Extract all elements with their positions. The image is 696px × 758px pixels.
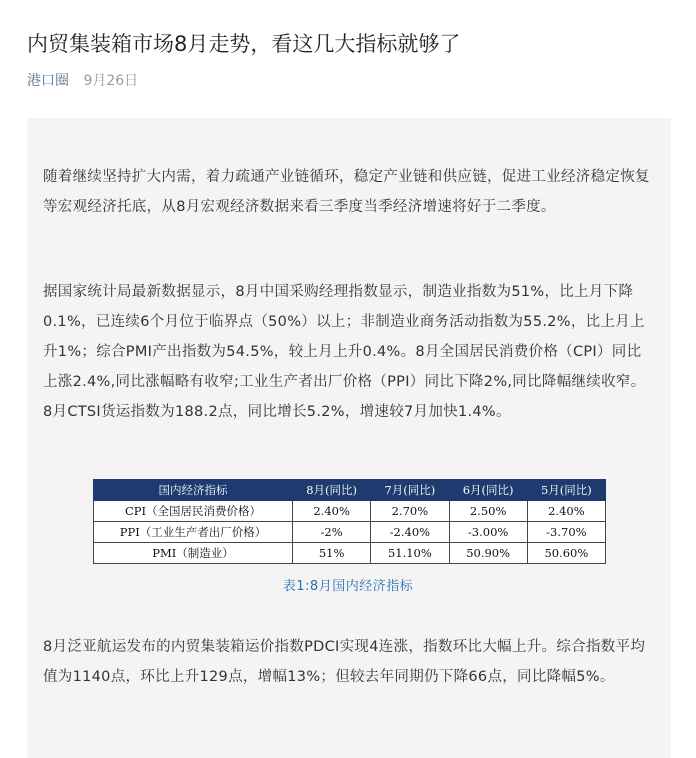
table-cell: 2.40% — [527, 501, 605, 522]
table-cell: 50.60% — [527, 543, 605, 564]
table-cell: -3.00% — [449, 522, 527, 543]
publish-date: 9月26日 — [83, 73, 139, 89]
table-header-cell: 7月(同比) — [371, 480, 449, 501]
table-cell: PMI（制造业） — [94, 543, 293, 564]
table-cell: 50.90% — [449, 543, 527, 564]
table-cell: 2.50% — [449, 501, 527, 522]
table-header-row — [94, 480, 606, 501]
table-cell: -2.40% — [371, 522, 449, 543]
table-caption: 表1:8月国内经济指标 — [282, 579, 414, 594]
table-row — [94, 522, 606, 543]
table-cell: 51% — [293, 543, 371, 564]
paragraph-pdci: 8月泛亚航运发布的内贸集装箱运价指数PDCI实现4连涨，指数环比大幅上升。综合指数平均值为1140点，环比上升129点，增幅13%；但较去年同期仍下降66点，同比降幅5%。 — [43, 639, 646, 685]
table-header-cell: 国内经济指标 — [94, 480, 293, 501]
table-cell: PPI（工业生产者出厂价格） — [94, 522, 293, 543]
article-meta — [27, 70, 138, 90]
table-cell: CPI（全国居民消费价格） — [94, 501, 293, 522]
article-title: 内贸集装箱市场8月走势，看这几大指标就够了 — [27, 32, 461, 56]
economic-indicators-table — [93, 479, 606, 564]
table-row — [94, 501, 606, 522]
author-link[interactable]: 港口圈 — [27, 73, 69, 89]
table-cell: 2.40% — [293, 501, 371, 522]
table-cell: -2% — [293, 522, 371, 543]
table-header-cell: 8月(同比) — [293, 480, 371, 501]
paragraph-statistics: 据国家统计局最新数据显示，8月中国采购经理指数显示，制造业指数为51%，比上月下降0.1%，已连续6个月位于临界点（50%）以上；非制造业商务活动指数为55.2%，比上月上升1%；综合PMI产出指数为54.5%，较上月上升0.4%。8月全国居民消费价格（CPI）同比上涨2.4%,同比涨幅略有收窄;工业生产者出厂价格（PPI）同比下降2%,同比降幅继续收窄。8月CTSI货运指数为188.2点，同比增长5.2%，增速较7月加快1.4%。 — [43, 284, 646, 420]
table-header-cell: 6月(同比) — [449, 480, 527, 501]
table-row — [94, 543, 606, 564]
table-cell: -3.70% — [527, 522, 605, 543]
table-cell: 51.10% — [371, 543, 449, 564]
table-cell: 2.70% — [371, 501, 449, 522]
paragraph-intro: 随着继续坚持扩大内需，着力疏通产业链循环，稳定产业链和供应链，促进工业经济稳定恢复等宏观经济托底，从8月宏观经济数据来看三季度当季经济增速将好于二季度。 — [43, 169, 650, 215]
table-header-cell: 5月(同比) — [527, 480, 605, 501]
